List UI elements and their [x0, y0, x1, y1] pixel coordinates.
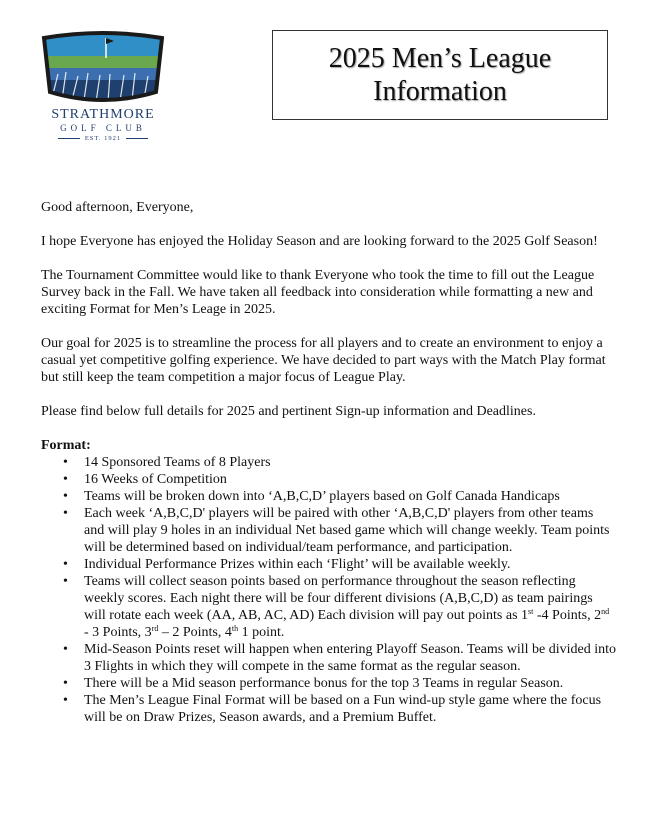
letter-body — [41, 199, 616, 726]
club-name: STRATHMORE — [51, 107, 155, 122]
club-established — [38, 135, 168, 142]
list-text: Teams will collect season points based on performance throughout the season reflecting weekly scores. Each night there will be four different divisions (A,B,C,D) as team pairings will rotate each week (AA, AB, AC, AD) Each division will pay out points as 1 — [84, 574, 593, 623]
list-item: • 16 Weeks of Competition — [84, 471, 616, 488]
est-label: EST. 1921 — [84, 135, 122, 142]
list-text: 1 point. — [238, 625, 285, 640]
list-text: -4 Points, 2 — [533, 608, 602, 623]
list-text: – 2 Points, 4 — [158, 625, 232, 640]
paragraph: I hope Everyone has enjoyed the Holiday Season and are looking forward to the 2025 Golf Season! — [41, 234, 598, 249]
paragraph: The Tournament Committee would like to thank Everyone who took the time to fill out the League Survey back in the Fall. We have taken all feedback into consideration while formatting a new and exciting Format for Men’s Leage in 2025. — [41, 268, 595, 317]
list-item: • Each week ‘A,B,C,D' players will be paired with other ‘A,B,C,D' players from other teams and will play 9 holes in an individual Net based game which will change weekly. Team points will be determined based on individual/team performance, and participation. — [84, 505, 616, 556]
club-subtitle: GOLF CLUB — [60, 123, 146, 133]
format-list — [41, 454, 616, 726]
paragraph: Please find below full details for 2025 and pertinent Sign-up information and Deadlines. — [41, 404, 536, 419]
page-title-line-2: Information — [373, 76, 507, 107]
paragraph: Our goal for 2025 is to streamline the process for all players and to create an environment to enjoy a casual yet competitive golfing experience. We have decided to part ways with the Match Play format but still keep the team competition a major focus of League Play. — [41, 336, 606, 385]
list-item: • Individual Performance Prizes within each ‘Flight’ will be available weekly. — [84, 556, 616, 573]
logo-emblem-icon — [38, 28, 168, 108]
divider — [126, 138, 148, 139]
divider — [58, 138, 80, 139]
list-item: • 14 Sponsored Teams of 8 Players — [84, 454, 616, 471]
list-item: • The Men’s League Final Format will be based on a Fun wind-up style game where the focus will be on Draw Prizes, Season awards, and a Premium Buffet. — [84, 692, 616, 726]
list-item — [84, 573, 616, 641]
ordinal: rd — [151, 624, 159, 633]
list-text: - 3 Points, 3 — [84, 625, 152, 640]
list-item: • Teams will be broken down into ‘A,B,C,D’ players based on Golf Canada Handicaps — [84, 488, 616, 505]
list-item: • There will be a Mid season performance bonus for the top 3 Teams in regular Season. — [84, 675, 616, 692]
ordinal: th — [231, 624, 239, 633]
page-title-line-1: 2025 Men’s League — [328, 43, 552, 74]
title-box — [272, 30, 608, 120]
greeting: Good afternoon, Everyone, — [41, 200, 194, 215]
format-heading: Format: — [41, 438, 91, 453]
ordinal: st — [528, 607, 534, 616]
ordinal: nd — [601, 607, 610, 616]
list-item: • Mid-Season Points reset will happen when entering Playoff Season. Teams will be divided into 3 Flights in which they will compete in the same format as the regular season. — [84, 641, 616, 675]
